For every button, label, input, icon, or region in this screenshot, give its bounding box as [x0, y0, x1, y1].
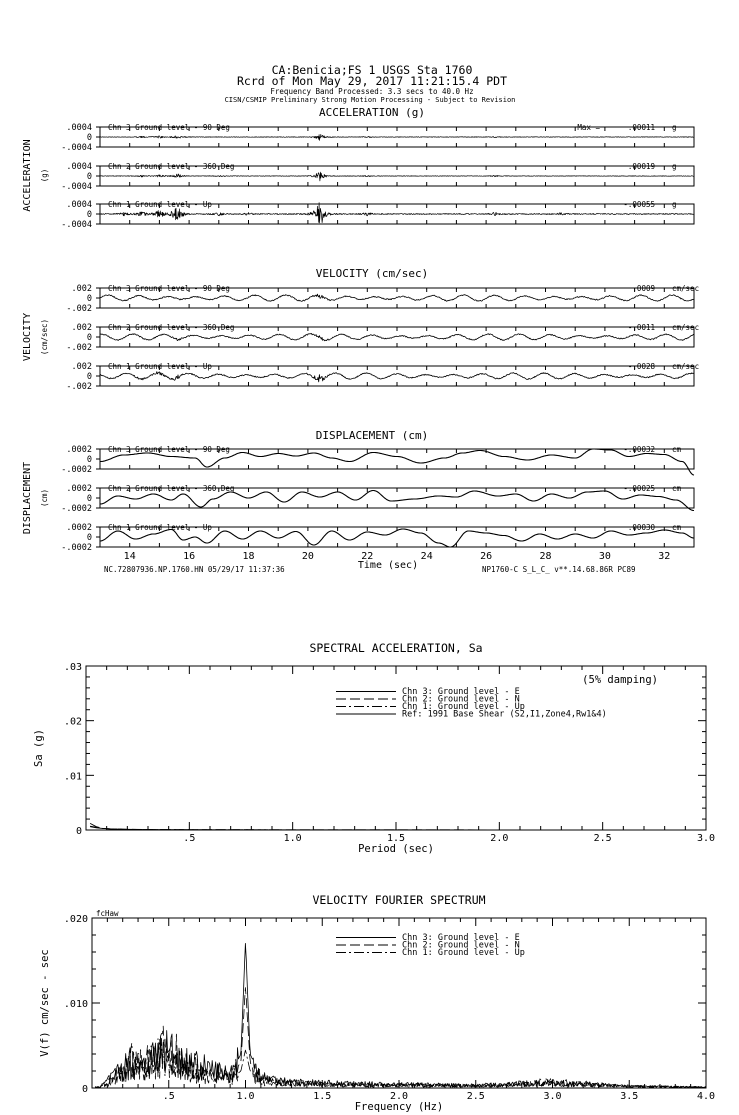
y-tick-label: 0 — [86, 294, 92, 304]
y-tick-label: -.0004 — [61, 143, 92, 153]
max-unit: cm/sec — [672, 362, 700, 371]
fs-y-axis-label: V(f) cm/sec - sec — [39, 949, 51, 1057]
sa-legend-label: Chn 1: Ground level - Up — [402, 702, 525, 712]
sa-y-tick-label: 0 — [75, 826, 82, 837]
channel-label: Chn 3 Ground level - 90 Deg — [108, 284, 230, 293]
max-value: -.00055 — [623, 200, 655, 209]
processing-note: CISN/CSMIP Preliminary Strong Motion Processing - Subject to Revision — [224, 96, 516, 104]
sa-damping-note: (5% damping) — [582, 674, 658, 686]
sa-legend-label: Ref: 1991 Base Shear (S2,I1,Zone4,Rw1&4) — [402, 709, 607, 720]
panel-yunit: (cm) — [40, 488, 49, 508]
panel-yunit: (cm/sec) — [40, 318, 49, 356]
max-value: -.0011 — [627, 323, 655, 332]
y-tick-label: 0 — [86, 455, 92, 465]
max-value: -.0028 — [627, 362, 655, 371]
channel-label: Chn 1 Ground level - Up — [108, 523, 212, 532]
x-tick-label: 32 — [658, 551, 671, 562]
fs-series-line — [95, 988, 706, 1088]
max-unit: cm/sec — [672, 284, 700, 293]
max-value: .00030 — [627, 523, 655, 532]
channel-label: Chn 2 Ground level - 360 Deg — [108, 162, 235, 171]
y-tick-label: 0 — [86, 133, 92, 143]
band-note: Frequency Band Processed: 3.3 secs to 40.0 Hz — [270, 87, 474, 96]
y-tick-label: 0 — [86, 494, 92, 504]
max-label: Max = — [577, 123, 600, 132]
sa-y-tick-label: .01 — [63, 771, 82, 783]
y-tick-label: .0004 — [66, 123, 92, 133]
x-tick-label: 16 — [183, 551, 196, 562]
y-tick-label: .002 — [71, 323, 92, 333]
y-tick-label: 0 — [86, 172, 92, 182]
y-tick-label: .0002 — [66, 484, 92, 494]
fs-x-tick-label: .5 — [162, 1091, 175, 1102]
max-unit: cm — [672, 484, 682, 493]
y-tick-label: -.002 — [66, 343, 92, 353]
panel-yunit: (g) — [40, 168, 49, 183]
footer-left: NC.72807936.NP.1760.HN 05/29/17 11:37:36 — [104, 565, 285, 574]
max-unit: cm — [672, 445, 682, 454]
sa-legend-label: Chn 3: Ground level - E — [402, 687, 520, 697]
panel-title: DISPLACEMENT (cm) — [315, 429, 429, 442]
fs-x-tick-label: 1.0 — [236, 1091, 255, 1102]
max-unit: g — [672, 200, 677, 209]
max-value: -.00025 — [623, 484, 655, 493]
fs-legend-label: Chn 2: Ground level - N — [402, 940, 520, 951]
x-tick-label: 18 — [242, 551, 255, 562]
fs-legend-label: Chn 3: Ground level - E — [402, 933, 520, 943]
max-value: .0009 — [632, 284, 655, 293]
acceleration-trace — [100, 134, 694, 140]
max-unit: cm/sec — [672, 323, 700, 332]
max-unit: cm — [672, 523, 682, 532]
sa-frame — [86, 666, 706, 830]
channel-label: Chn 3 Ground level - 90 Deg — [108, 123, 230, 132]
acceleration-trace — [100, 172, 694, 181]
sa-series-line — [90, 823, 706, 830]
fs-x-tick-label: 1.5 — [313, 1091, 332, 1102]
velocity-trace — [100, 333, 694, 340]
max-unit: g — [672, 123, 677, 132]
panel-title: ACCELERATION (g) — [319, 106, 425, 119]
y-tick-label: 0 — [86, 533, 92, 543]
fs-x-tick-label: 3.5 — [620, 1091, 639, 1102]
x-tick-label: 14 — [123, 551, 136, 562]
x-tick-label: 22 — [361, 551, 374, 562]
y-tick-label: -.0004 — [61, 220, 92, 230]
x-tick-label: 24 — [420, 551, 433, 562]
fs-legend-label: Chn 1: Ground level - Up — [402, 948, 525, 958]
x-tick-label: 26 — [480, 551, 493, 562]
max-value: .00011 — [627, 123, 655, 132]
max-unit: g — [672, 162, 677, 171]
max-value: -.00032 — [623, 445, 655, 454]
x-tick-label: 28 — [539, 551, 552, 562]
fs-y-tick-label: .020 — [63, 914, 88, 925]
footer-right: NP1760-C S_L_C_ v**.14.68.86R PC89 — [482, 565, 636, 574]
panel-ylabel: VELOCITY — [22, 312, 33, 362]
panel-title: VELOCITY (cm/sec) — [315, 267, 429, 280]
x-axis-label: Time (sec) — [357, 560, 419, 571]
fs-title: VELOCITY FOURIER SPECTRUM — [312, 893, 486, 907]
y-tick-label: 0 — [86, 210, 92, 220]
sa-x-tick-label: 1.0 — [283, 833, 302, 844]
max-value: .00019 — [627, 162, 655, 171]
fs-x-tick-label: 4.0 — [696, 1091, 716, 1102]
fs-x-axis-label: Frequency (Hz) — [354, 1101, 444, 1113]
sa-legend-label: Chn 2: Ground level - N — [402, 694, 520, 705]
x-tick-label: 30 — [598, 551, 611, 562]
y-tick-label: .002 — [71, 362, 92, 372]
fs-corner-label: fcHaw — [96, 909, 119, 918]
channel-label: Chn 1 Ground level - Up — [108, 362, 212, 371]
sa-x-tick-label: 3.0 — [696, 833, 716, 844]
fs-x-tick-label: 2.0 — [389, 1091, 409, 1102]
velocity-trace — [100, 294, 694, 301]
sa-y-axis-label: Sa (g) — [33, 729, 45, 767]
fs-x-tick-label: 2.5 — [466, 1091, 485, 1102]
channel-label: Chn 3 Ground level - 90 Deg — [108, 445, 230, 454]
sa-x-axis-label: Period (sec) — [358, 843, 434, 855]
y-tick-label: -.0004 — [61, 182, 92, 192]
x-tick-label: 20 — [301, 551, 314, 562]
panel-ylabel: ACCELERATION — [22, 139, 33, 212]
y-tick-label: 0 — [86, 333, 92, 343]
y-tick-label: .0002 — [66, 523, 92, 533]
y-tick-label: 0 — [86, 372, 92, 382]
y-tick-label: -.0002 — [61, 504, 92, 514]
sa-x-tick-label: 1.5 — [386, 833, 406, 844]
channel-label: Chn 2 Ground level - 360 Deg — [108, 484, 235, 493]
sa-y-tick-label: .02 — [63, 716, 82, 728]
fs-y-tick-label: .010 — [63, 999, 88, 1010]
sa-x-tick-label: 2.5 — [593, 833, 612, 844]
y-tick-label: -.0002 — [61, 465, 92, 475]
y-tick-label: .0002 — [66, 445, 92, 455]
station-title: CA:Benicia;FS 1 USGS Sta 1760 — [271, 63, 473, 77]
velocity-trace — [100, 372, 694, 382]
channel-label: Chn 1 Ground level - Up — [108, 200, 212, 209]
record-title: Rcrd of Mon May 29, 2017 11:21:15.4 PDT — [236, 74, 508, 88]
charts — [22, 106, 715, 1113]
channel-label: Chn 2 Ground level - 360 Deg — [108, 323, 235, 332]
fs-x-tick-label: 3.0 — [543, 1091, 562, 1102]
sa-x-tick-label: 2.0 — [490, 833, 509, 844]
panel-ylabel: DISPLACEMENT — [22, 461, 33, 535]
fs-y-tick-label: 0 — [81, 1084, 88, 1095]
y-tick-label: .0004 — [66, 200, 92, 210]
y-tick-label: -.002 — [66, 304, 92, 314]
sa-x-tick-label: .5 — [183, 833, 196, 844]
y-tick-label: .002 — [71, 284, 92, 294]
sa-y-tick-label: .03 — [63, 662, 82, 673]
sa-title: SPECTRAL ACCELERATION, Sa — [309, 641, 483, 655]
y-tick-label: .0004 — [66, 162, 92, 172]
y-tick-label: -.0002 — [61, 543, 92, 553]
y-tick-label: -.002 — [66, 382, 92, 392]
